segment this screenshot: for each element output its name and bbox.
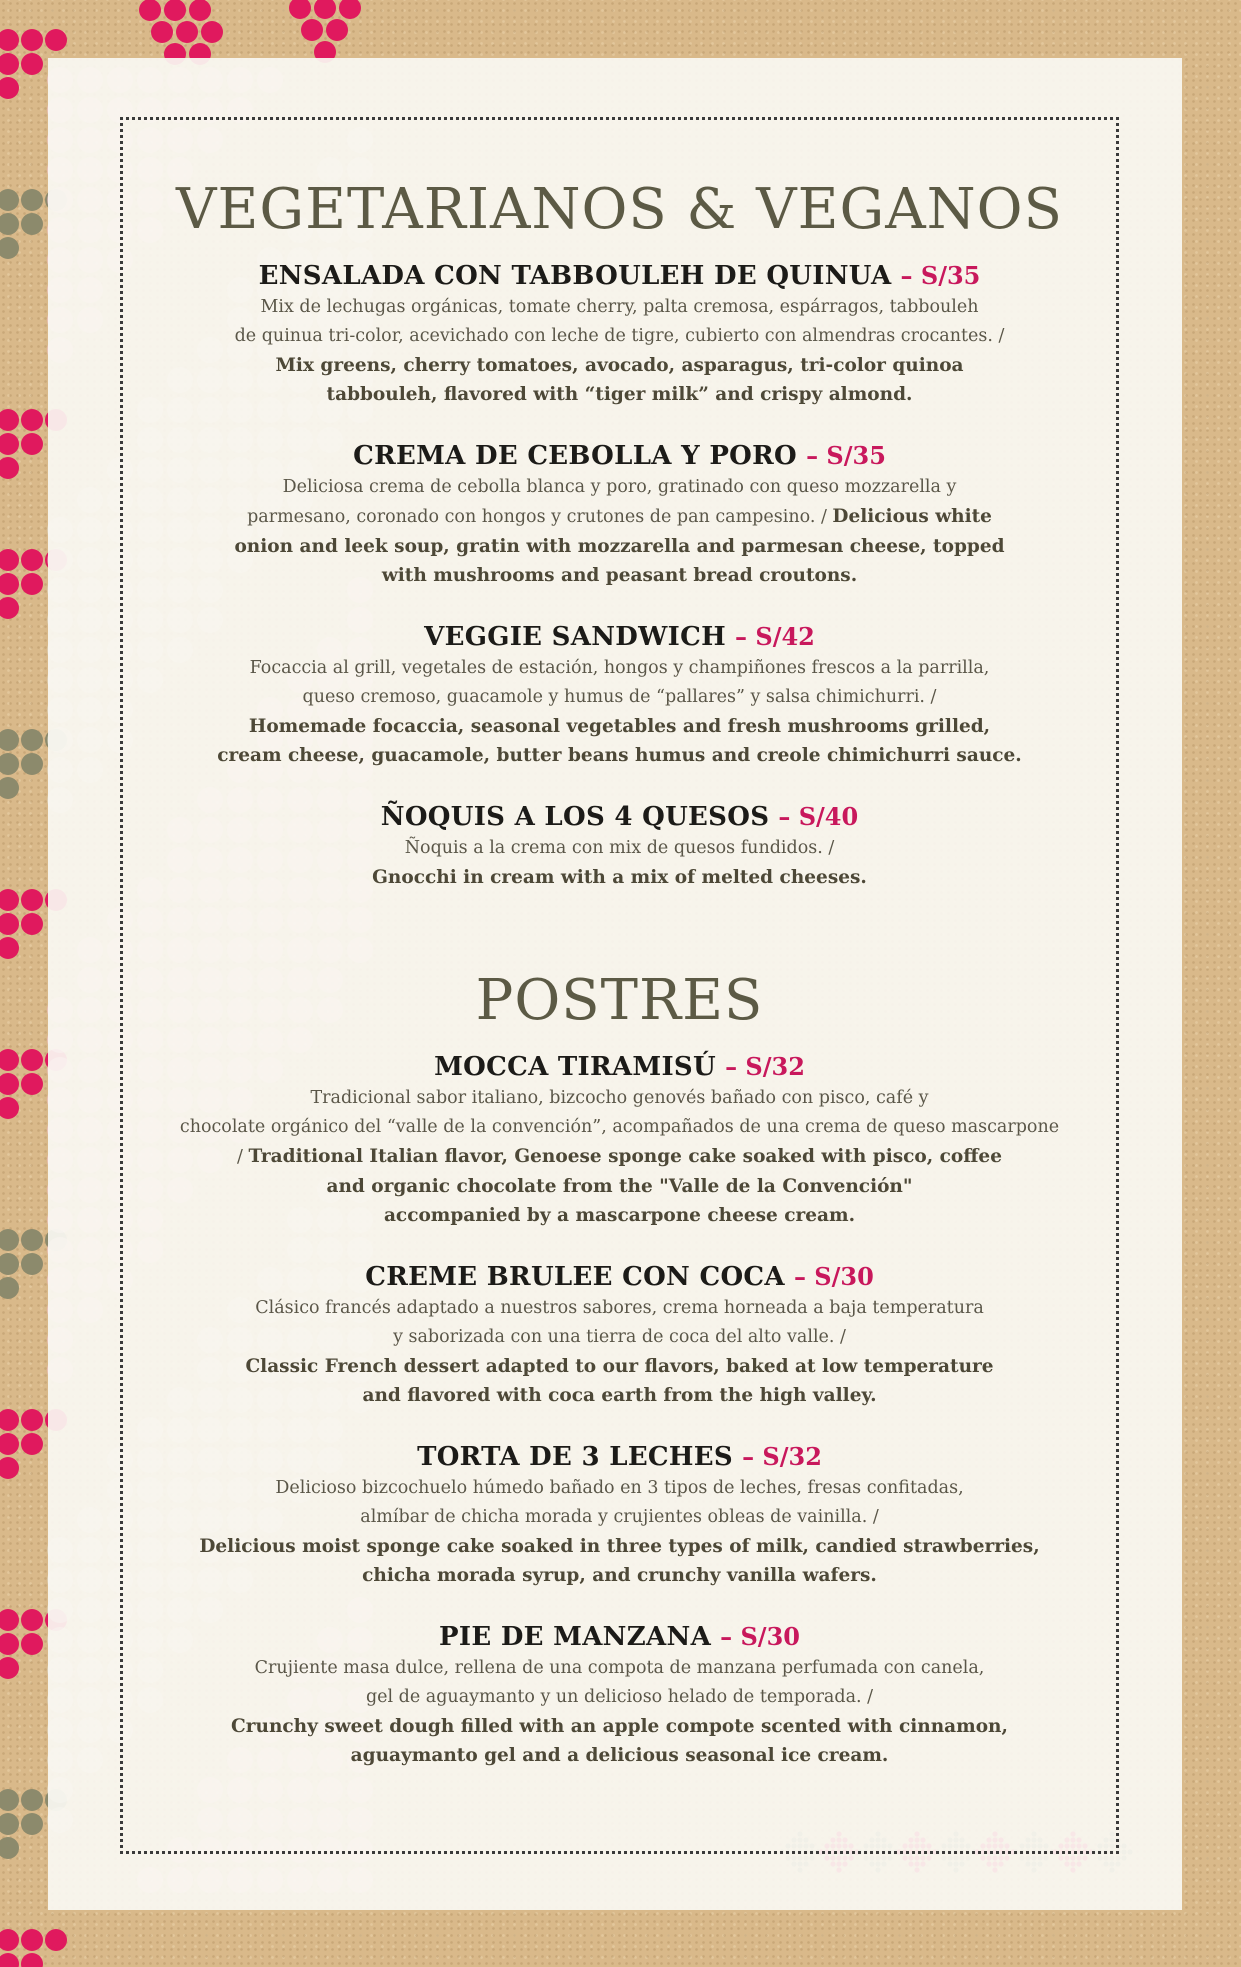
decor-dot — [289, 0, 311, 19]
dish-price: – S/35 — [806, 441, 886, 470]
decor-dot — [0, 433, 19, 455]
decor-dot — [0, 549, 19, 571]
dish-heading — [123, 800, 1116, 834]
decor-dot — [0, 1633, 19, 1655]
description-es: queso cremoso, guacamole y humus de “pallares” y salsa chimichurri. / — [302, 687, 937, 707]
decor-dot — [0, 1097, 19, 1119]
decor-dot — [21, 1253, 43, 1275]
description-es: Focaccia al grill, vegetales de estación, hongos y champiñones frescos a la parrilla, — [249, 658, 990, 678]
menu-item — [123, 1260, 1116, 1410]
decor-dot — [0, 753, 19, 775]
decor-dot — [0, 729, 19, 751]
decor-dot — [21, 1789, 43, 1811]
decor-dot — [21, 1409, 43, 1431]
dish-heading — [123, 1260, 1116, 1294]
decor-dot — [139, 0, 161, 21]
decor-dot — [339, 0, 361, 19]
dish-heading — [123, 439, 1116, 473]
menu-item — [123, 1620, 1116, 1770]
decor-dot — [0, 1433, 19, 1455]
section-items — [123, 259, 1116, 892]
decor-dot — [21, 409, 43, 431]
description-en: Crunchy sweet dough filled with an apple compote scented with cinnamon, — [231, 1716, 1008, 1737]
description-es: Mix de lechugas orgánicas, tomate cherry, palta cremosa, espárragos, tabbouleh — [260, 297, 979, 317]
dish-heading — [123, 1050, 1116, 1084]
decor-dot — [21, 1073, 43, 1095]
decor-dot — [0, 597, 19, 619]
decor-dot — [0, 237, 19, 259]
decor-dot — [189, 0, 211, 21]
decor-dot — [45, 29, 67, 51]
decor-dot — [21, 729, 43, 751]
dish-price: – S/32 — [742, 1442, 822, 1471]
description-es: parmesano, coronado con hongos y crutones de pan campesino. / — [247, 507, 833, 527]
description-es: almíbar de chicha morada y crujientes obleas de vainilla. / — [360, 1507, 879, 1527]
decor-dot — [21, 753, 43, 775]
dish-price: – S/42 — [735, 622, 815, 651]
dish-heading — [123, 620, 1116, 654]
description-es: Deliciosa crema de cebolla blanca y poro, gratinado con queso mozzarella y — [282, 477, 957, 497]
decor-dot — [21, 189, 43, 211]
decor-dot — [21, 433, 43, 455]
menu-item — [123, 620, 1116, 770]
decor-dot — [45, 1929, 67, 1951]
decor-dot — [0, 1929, 19, 1951]
decor-dot — [0, 1457, 19, 1479]
dish-heading — [123, 1440, 1116, 1474]
menu-item — [123, 259, 1116, 409]
decor-dot — [21, 913, 43, 935]
description-en: Traditional Italian flavor, Genoese sponge cake soaked with pisco, coffee — [248, 1146, 1002, 1167]
decor-dot — [21, 1953, 43, 1967]
description-en: Delicious moist sponge cake soaked in three types of milk, candied strawberries, — [199, 1536, 1040, 1557]
description-en: and flavored with coca earth from the high valley. — [362, 1385, 877, 1406]
menu-item — [123, 1440, 1116, 1590]
decor-dot — [0, 1789, 19, 1811]
dish-name: ENSALADA CON TABBOULEH DE QUINUA — [258, 261, 892, 291]
decor-dot — [0, 1073, 19, 1095]
description-en: onion and leek soup, gratin with mozzarella and parmesan cheese, topped — [234, 536, 1005, 557]
decor-dot — [21, 213, 43, 235]
decor-dot — [0, 889, 19, 911]
description-es: Delicioso bizcochuelo húmedo bañado en 3 tipos de leches, fresas confitadas, — [275, 1478, 964, 1498]
dish-price: – S/30 — [720, 1622, 800, 1651]
decor-dot — [0, 573, 19, 595]
decor-dot — [0, 77, 19, 99]
decor-dot — [301, 19, 323, 41]
description-en: aguaymanto gel and a delicious seasonal ice cream. — [350, 1745, 889, 1766]
description-en: Classic French dessert adapted to our flavors, baked at low temperature — [245, 1356, 994, 1377]
decor-dot — [0, 777, 19, 799]
dish-name: MOCCA TIRAMISÚ — [434, 1052, 716, 1082]
decor-dot — [0, 1049, 19, 1071]
description-en: Homemade focaccia, seasonal vegetables and fresh mushrooms grilled, — [248, 716, 991, 737]
decor-dot — [21, 1609, 43, 1631]
decor-dot — [21, 1049, 43, 1071]
description-es: y saborizada con una tierra de coca del alto valle. / — [393, 1327, 846, 1347]
decor-dot — [21, 889, 43, 911]
description-es: Clásico francés adaptado a nuestros sabores, crema horneada a baja temperatura — [255, 1298, 984, 1318]
decor-dot — [0, 1657, 19, 1679]
decor-dot — [0, 29, 19, 51]
decor-dot — [326, 19, 348, 41]
decor-dot — [21, 29, 43, 51]
dish-name: CREMA DE CEBOLLA Y PORO — [353, 441, 797, 471]
dish-name: TORTA DE 3 LECHES — [417, 1442, 733, 1472]
decor-dot — [0, 189, 19, 211]
dish-heading — [123, 1620, 1116, 1654]
decor-dot — [0, 213, 19, 235]
decor-dot — [0, 1813, 19, 1835]
decor-dot — [0, 913, 19, 935]
menu-item — [123, 800, 1116, 892]
decor-dot — [0, 409, 19, 431]
dish-name: PIE DE MANZANA — [439, 1622, 712, 1652]
description-mixed — [123, 1142, 1116, 1172]
decor-dot — [21, 573, 43, 595]
decor-dot — [0, 1277, 19, 1299]
description-en: Gnocchi in cream with a mix of melted cheeses. — [372, 867, 867, 888]
decor-dot — [21, 1929, 43, 1951]
description-en: chicha morada syrup, and crunchy vanilla wafers. — [362, 1565, 877, 1586]
description-es: de quinua tri-color, acevichado con leche de tigre, cubierto con almendras crocantes. / — [234, 326, 1005, 346]
menu-item — [123, 439, 1116, 590]
decor-dot — [0, 1837, 19, 1859]
decor-dot — [21, 53, 43, 75]
decor-dot — [21, 1813, 43, 1835]
decor-dot — [151, 21, 173, 43]
dish-price: – S/35 — [900, 261, 981, 290]
decor-dot — [21, 549, 43, 571]
menu-content — [123, 175, 1116, 1770]
decor-dot — [164, 0, 186, 21]
dish-heading — [123, 259, 1116, 293]
description-en: and organic chocolate from the "Valle de la Convención" — [326, 1176, 913, 1197]
description-en: Mix greens, cherry tomatoes, avocado, asparagus, tri-color quinoa — [275, 355, 964, 376]
description-en: with mushrooms and peasant bread croutons. — [381, 565, 858, 586]
dish-name: ÑOQUIS A LOS 4 QUESOS — [380, 802, 770, 832]
decor-dot — [0, 937, 19, 959]
description-es: gel de aguaymanto y un delicioso helado de temporada. / — [365, 1687, 874, 1707]
description-es: chocolate orgánico del “valle de la convención”, acompañados de una crema de queso mascarpone — [179, 1117, 1060, 1137]
dish-price: – S/30 — [793, 1262, 874, 1291]
section-title-postres: POSTRES — [475, 968, 764, 1033]
decor-dot — [0, 1609, 19, 1631]
description-en: Delicious white — [832, 506, 992, 527]
dish-name: CREME BRULEE CON COCA — [365, 1262, 785, 1292]
description-en: accompanied by a mascarpone cheese cream. — [383, 1205, 856, 1226]
decor-dot — [21, 1433, 43, 1455]
description-es: Ñoquis a la crema con mix de quesos fundidos. / — [404, 838, 835, 858]
dish-name: VEGGIE SANDWICH — [424, 622, 726, 652]
dish-price: – S/32 — [725, 1052, 805, 1081]
decor-dot — [314, 0, 336, 19]
decor-dot — [21, 1633, 43, 1655]
decor-dot — [0, 1253, 19, 1275]
section-items — [123, 1050, 1116, 1770]
decor-dot — [0, 53, 19, 75]
decor-dot — [0, 1409, 19, 1431]
menu-item — [123, 1050, 1116, 1230]
description-es: / — [237, 1147, 249, 1167]
dish-price: – S/40 — [778, 802, 859, 831]
decor-dot — [0, 1229, 19, 1251]
description-es: Tradicional sabor italiano, bizcocho genovés bañado con pisco, café y — [310, 1088, 929, 1108]
decor-dot — [201, 21, 223, 43]
description-en: tabbouleh, flavored with “tiger milk” and crispy almond. — [326, 384, 913, 405]
description-mixed — [123, 502, 1116, 532]
decor-dot — [0, 457, 19, 479]
section-title-vegetarianos: VEGETARIANOS & VEGANOS — [176, 177, 1063, 242]
decor-dot — [0, 1953, 19, 1967]
description-es: Crujiente masa dulce, rellena de una compota de manzana perfumada con canela, — [254, 1658, 985, 1678]
decor-dot — [21, 1229, 43, 1251]
description-en: cream cheese, guacamole, butter beans humus and creole chimichurri sauce. — [217, 745, 1022, 766]
decor-dot — [176, 21, 198, 43]
